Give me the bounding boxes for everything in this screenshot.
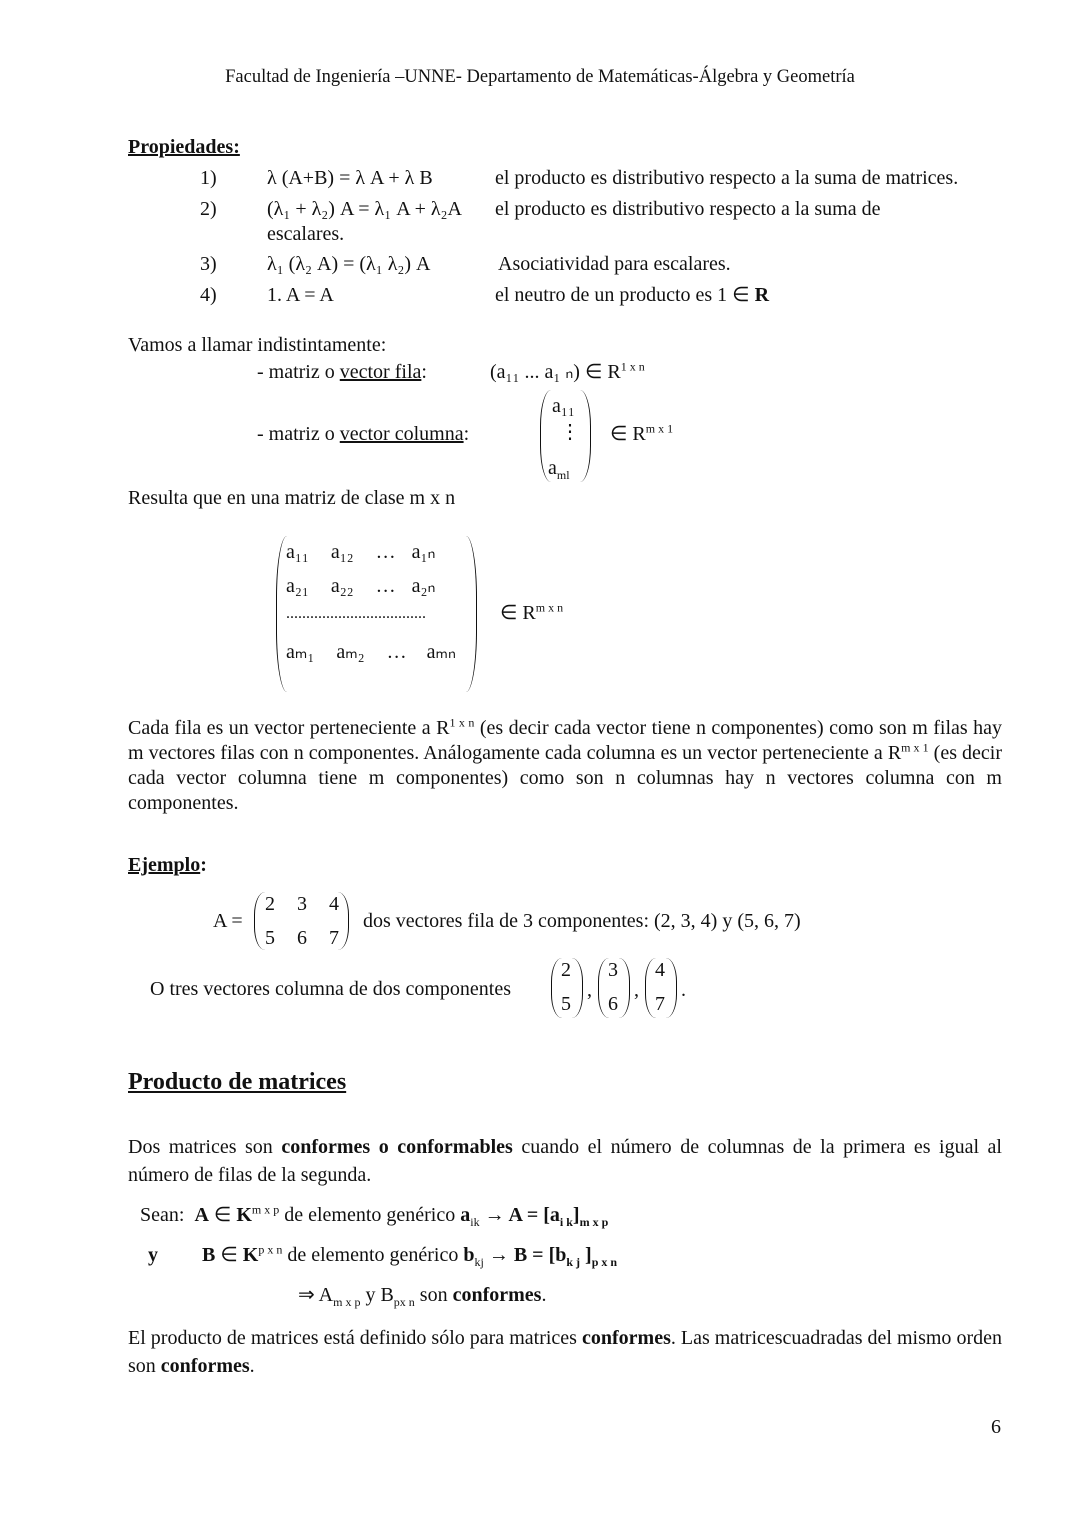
entry: 2	[561, 959, 571, 981]
text: el neutro de un producto es 1 ∈	[495, 284, 755, 306]
text: ]	[580, 1244, 592, 1266]
text: - matriz o	[257, 361, 340, 383]
subscript: m x p	[333, 1295, 361, 1309]
right-paren	[466, 536, 477, 692]
right-paren	[338, 892, 349, 950]
period: .	[681, 979, 686, 1001]
text: (es decir cada vector tiene n componentes) como son m filas hay m vectores filas con n componentes. Análogamente cada columna es un vector perteneciente a R	[128, 717, 1003, 764]
dots-row: ...................................	[286, 605, 426, 622]
text: ]	[572, 1204, 580, 1226]
entry: a₁₂	[330, 541, 354, 563]
text: B	[202, 1244, 216, 1266]
matrix-in	[500, 601, 563, 625]
comma: ,	[634, 979, 639, 1001]
text: . Las matricescuadradas del mismo orden son	[128, 1327, 1003, 1377]
subscript: k j	[566, 1255, 581, 1269]
prop-formula: λ₁ (λ₂ A) = (λ₁ λ₂) A	[267, 253, 431, 275]
subscript: m x p	[579, 1215, 609, 1229]
conformes-definition	[128, 1133, 1002, 1189]
superscript: m x 1	[645, 421, 674, 436]
entry: aₘ₂	[336, 641, 365, 663]
bold-r: R	[754, 284, 770, 306]
entry: …	[386, 641, 407, 663]
bold-term: conformes	[160, 1355, 250, 1377]
entry: aₘ₁	[286, 641, 315, 663]
prop-formula: λ (A+B) = λ A + λ B	[267, 167, 433, 189]
entry: 3	[608, 959, 618, 981]
entry: 4	[329, 893, 339, 915]
text: son	[414, 1284, 453, 1306]
column-vectors-text: O tres vectores columna de dos componentes	[150, 978, 512, 1000]
entry: aₘₙ	[426, 641, 456, 663]
entry: 3	[297, 893, 307, 915]
comma: ,	[587, 979, 592, 1001]
matrix-row	[265, 892, 339, 916]
superscript: m x 1	[901, 740, 929, 755]
entry: 5	[561, 993, 571, 1015]
bold-term: conformes o conformables	[281, 1136, 513, 1158]
text: b	[463, 1244, 475, 1266]
matrix-lhs: A =	[213, 910, 243, 932]
entry: a₁₁	[552, 395, 575, 417]
text: K	[236, 1204, 252, 1226]
underlined-term: vector columna	[339, 423, 464, 445]
text: A	[194, 1204, 209, 1226]
prop-description	[495, 283, 769, 307]
superscript: 1 x n	[620, 359, 645, 374]
right-paren	[619, 958, 630, 1018]
entry: …	[375, 541, 396, 563]
right-paren	[580, 390, 591, 482]
text: cuando el número de columnas de la primera es igual al número de filas de la segunda.	[128, 1136, 1002, 1186]
entry: 4	[655, 959, 665, 981]
text: y B	[360, 1284, 394, 1306]
subscript: px n	[393, 1295, 415, 1309]
entry: a₁ₙ	[411, 541, 436, 563]
implication-line	[298, 1283, 546, 1307]
bold-term: conformes	[582, 1327, 671, 1349]
subscript: kj	[474, 1255, 484, 1269]
subscript: i k	[559, 1215, 573, 1229]
text: Dos matrices son	[128, 1136, 282, 1158]
matrix-row	[265, 926, 339, 950]
subscript: p x n	[591, 1255, 618, 1269]
b-line	[202, 1243, 617, 1267]
product-defined-paragraph	[128, 1324, 1002, 1380]
superscript: m x p	[251, 1202, 280, 1217]
prop-description-cont: escalares.	[267, 223, 345, 245]
prop-number: 1)	[200, 167, 217, 189]
column-vector-label	[257, 422, 469, 446]
matrix-row	[286, 640, 456, 664]
intro-text: Vamos a llamar indistintamente:	[128, 334, 387, 356]
text: ∈	[208, 1204, 237, 1226]
resulta-text: Resulta que en una matriz de clase m x n	[128, 487, 456, 509]
entry: a₂₂	[330, 575, 354, 597]
y-label: y	[148, 1244, 158, 1266]
propiedades-heading: Propiedades:	[128, 136, 240, 158]
text: Ejemplo	[128, 854, 201, 876]
text: ∈	[215, 1244, 243, 1266]
colon: :	[200, 854, 207, 876]
entry: 6	[297, 927, 307, 949]
underlined-term: vector fila	[339, 361, 422, 383]
section-title: Producto de matrices	[128, 1069, 347, 1095]
right-paren	[572, 958, 583, 1018]
text: Sean:	[140, 1204, 185, 1226]
text: → A = [a	[479, 1204, 560, 1226]
matrix-row	[286, 540, 435, 564]
text: El producto de matrices está definido sólo para matrices	[128, 1327, 582, 1349]
text: a	[460, 1204, 471, 1226]
left-paren	[254, 892, 265, 950]
entry: a₂₁	[286, 575, 309, 597]
entry: …	[375, 575, 396, 597]
prop-number: 3)	[200, 253, 217, 275]
row-vectors-text: dos vectores fila de 3 componentes: (2, 3, 4) y (5, 6, 7)	[363, 910, 801, 932]
colon: :	[421, 361, 427, 383]
text: Cada fila es un vector perteneciente a R	[128, 717, 450, 739]
text: K	[242, 1244, 259, 1266]
matrix-row	[286, 574, 435, 598]
text: ∈ R	[610, 423, 646, 445]
entry: a₂ₙ	[411, 575, 436, 597]
prop-formula: (λ₁ + λ₂) A = λ₁ A + λ₂A	[267, 198, 462, 220]
page-header: Facultad de Ingeniería –UNNE- Departamento de Matemáticas-Álgebra y Geometría	[225, 67, 855, 87]
paragraph-rows-columns	[128, 716, 1002, 816]
sean-line	[140, 1203, 608, 1227]
text: de elemento genérico	[282, 1244, 464, 1266]
superscript: m x n	[535, 600, 564, 615]
text: ∈ R	[500, 602, 536, 624]
entry: 5	[265, 927, 275, 949]
text: .	[541, 1284, 547, 1306]
entry: ⋮	[560, 421, 580, 443]
prop-description: el producto es distributivo respecto a la suma de matrices.	[495, 167, 959, 189]
page-number: 6	[991, 1416, 1001, 1438]
colon: :	[463, 423, 470, 445]
column-vector-in	[610, 422, 673, 446]
entry: 7	[329, 927, 339, 949]
entry: 2	[265, 893, 275, 915]
entry: a₁₁	[286, 541, 309, 563]
row-vector-expr	[490, 360, 645, 384]
prop-formula: 1. A = A	[267, 284, 334, 306]
prop-description: Asociatividad para escalares.	[498, 253, 731, 275]
entry: a	[548, 457, 557, 479]
subscript: ik	[470, 1215, 480, 1229]
prop-number: 2)	[200, 198, 217, 220]
prop-description: el producto es distributivo respecto a la suma de	[495, 198, 881, 220]
row-vector-label	[257, 360, 427, 384]
right-paren	[666, 958, 677, 1018]
superscript: 1 x n	[449, 715, 475, 730]
ejemplo-heading	[128, 853, 207, 877]
prop-number: 4)	[200, 284, 217, 306]
text: de elemento genérico	[279, 1204, 461, 1226]
text: → B = [b	[483, 1244, 567, 1266]
text: (a₁₁ ... a₁ ₙ) ∈ R	[490, 361, 621, 383]
entry: 7	[655, 993, 665, 1015]
text: ⇒ A	[298, 1284, 334, 1306]
subscript: ml	[556, 468, 570, 482]
entry: 6	[608, 993, 618, 1015]
text: (es decir cada vector columna tiene m componentes) como son n columnas hay n vectores columna con m componentes.	[128, 742, 1002, 814]
bold-term: conformes	[452, 1284, 542, 1306]
text: - matriz o	[257, 423, 340, 445]
superscript: p x n	[258, 1242, 283, 1257]
text: .	[249, 1355, 255, 1377]
